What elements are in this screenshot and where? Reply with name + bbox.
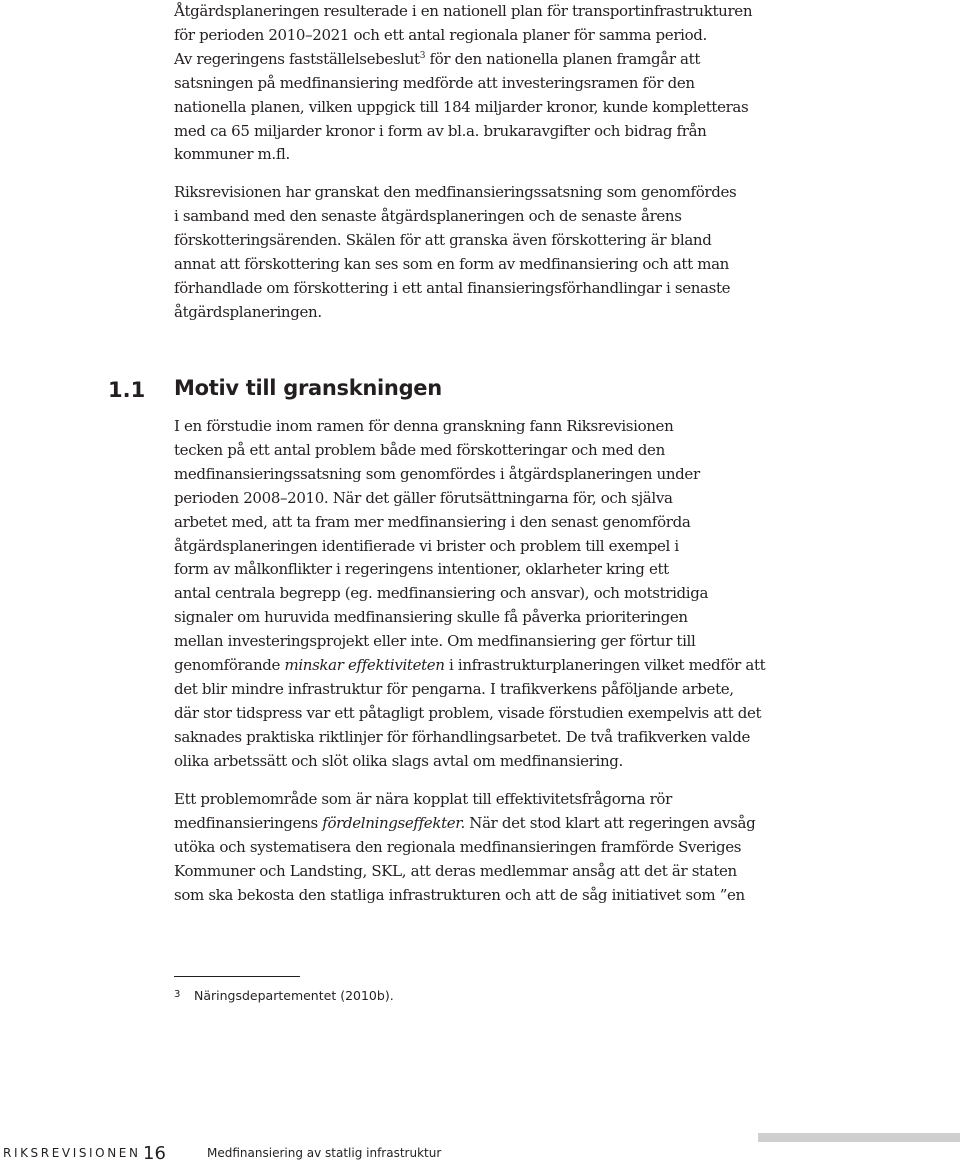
text-line: åtgärdsplaneringen identifierade vi brister och problem till exempel i <box>174 536 679 555</box>
text-line: signaler om huruvida medfinansiering skulle få påverka prioriteringen <box>174 608 688 627</box>
text-line: Kommuner och Landsting, SKL, att deras medlemmar ansåg att det är staten <box>174 861 737 880</box>
text-line: olika arbetssätt och slöt olika slags avtal om medfinansiering. <box>174 751 623 770</box>
text-line: kommuner m.fl. <box>174 145 290 164</box>
text-line: förskotteringsärenden. Skälen för att granska även förskottering är bland <box>174 230 712 249</box>
text-span: Av regeringens fastställelsebeslut <box>174 49 420 68</box>
text-line: tecken på ett antal problem både med förskotteringar och med den <box>174 440 665 459</box>
text-line: för perioden 2010–2021 och ett antal regionala planer för samma period. <box>174 25 707 44</box>
footer-doc-title: Medfinansiering av statlig infrastruktur <box>207 1146 442 1160</box>
text-line: förhandlade om förskottering i ett antal finansieringsförhandlingar i senaste <box>174 278 731 297</box>
page-number: 16 <box>143 1143 166 1164</box>
text-line: där stor tidspress var ett påtagligt problem, visade förstudien exempelvis att det <box>174 703 762 722</box>
text-line: Åtgärdsplaneringen resulterade i en nationell plan för transportinfrastrukturen <box>174 2 753 20</box>
text-line: mellan investeringsprojekt eller inte. Om medfinansiering ger förtur till <box>174 632 696 651</box>
text-line <box>174 48 774 72</box>
footer-bar <box>758 1133 960 1142</box>
text-line: Ett problemområde som är nära kopplat till effektivitetsfrågorna rör <box>174 790 672 808</box>
text-line: i samband med den senaste åtgärdsplaneringen och de senaste årens <box>174 206 682 225</box>
text-line: form av målkonflikter i regeringens intentioner, oklarheter kring ett <box>174 560 669 579</box>
text-line: arbetet med, att ta fram mer medfinansiering i den senast genomförda <box>174 512 691 531</box>
text-line: perioden 2008–2010. När det gäller förutsättningarna för, och själva <box>174 488 673 507</box>
text-span: i infrastrukturplaneringen vilket medför att <box>444 656 766 675</box>
text-line <box>174 654 774 678</box>
fordelning-paragraph <box>174 788 774 908</box>
text-line: utöka och systematisera den regionala medfinansieringen framförde Sveriges <box>174 837 742 856</box>
section-title: Motiv till granskningen <box>174 376 442 400</box>
text-line: satsningen på medfinansiering medförde att investeringsramen för den <box>174 73 695 92</box>
text-line: I en förstudie inom ramen för denna granskning fann Riksrevisionen <box>174 417 674 435</box>
text-line: som ska bekosta den statliga infrastrukturen och att de såg initiativet som ”en <box>174 885 745 904</box>
text-line: Riksrevisionen har granskat den medfinansieringssatsning som genomfördes <box>174 183 737 201</box>
riksrevisionen-paragraph <box>174 181 774 324</box>
text-line: med ca 65 miljarder kronor i form av bl.a. brukaravgifter och bidrag från <box>174 121 707 140</box>
text-line <box>174 812 774 836</box>
text-span: för den nationella planen framgår att <box>425 49 701 68</box>
text-line: annat att förskottering kan ses som en form av medfinansiering och att man <box>174 254 729 273</box>
footnote-number: 3 <box>174 989 181 1000</box>
text-span: medfinansieringens <box>174 813 323 832</box>
text-line: det blir mindre infrastruktur för pengarna. I trafikverkens påföljande arbete, <box>174 679 734 698</box>
footer-brand: RIKSREVISIONEN <box>3 1146 141 1160</box>
footnote-text: Näringsdepartementet (2010b). <box>194 988 394 1003</box>
emphasis-text: minskar effektiviteten <box>284 656 445 675</box>
footnote-reference[interactable]: 3 <box>419 50 426 61</box>
intro-paragraph <box>174 0 774 167</box>
section-number: 1.1 <box>108 378 146 402</box>
text-line: nationella planen, vilken uppgick till 184 miljarder kronor, kunde kompletteras <box>174 97 749 116</box>
text-line: saknades praktiska riktlinjer för förhandlingsarbetet. De två trafikverken valde <box>174 727 751 746</box>
text-line: åtgärdsplaneringen. <box>174 302 322 321</box>
text-span: genomförande <box>174 656 285 675</box>
text-span: När det stod klart att regeringen avsåg <box>464 813 756 832</box>
text-line: antal centrala begrepp (eg. medfinansiering och ansvar), och motstridiga <box>174 584 709 603</box>
text-line: medfinansieringssatsning som genomfördes i åtgärdsplaneringen under <box>174 464 700 483</box>
emphasis-text: fördelningseffekter. <box>322 813 465 832</box>
motiv-paragraph <box>174 415 774 774</box>
footnote <box>174 988 394 1003</box>
footnote-divider <box>174 976 300 977</box>
